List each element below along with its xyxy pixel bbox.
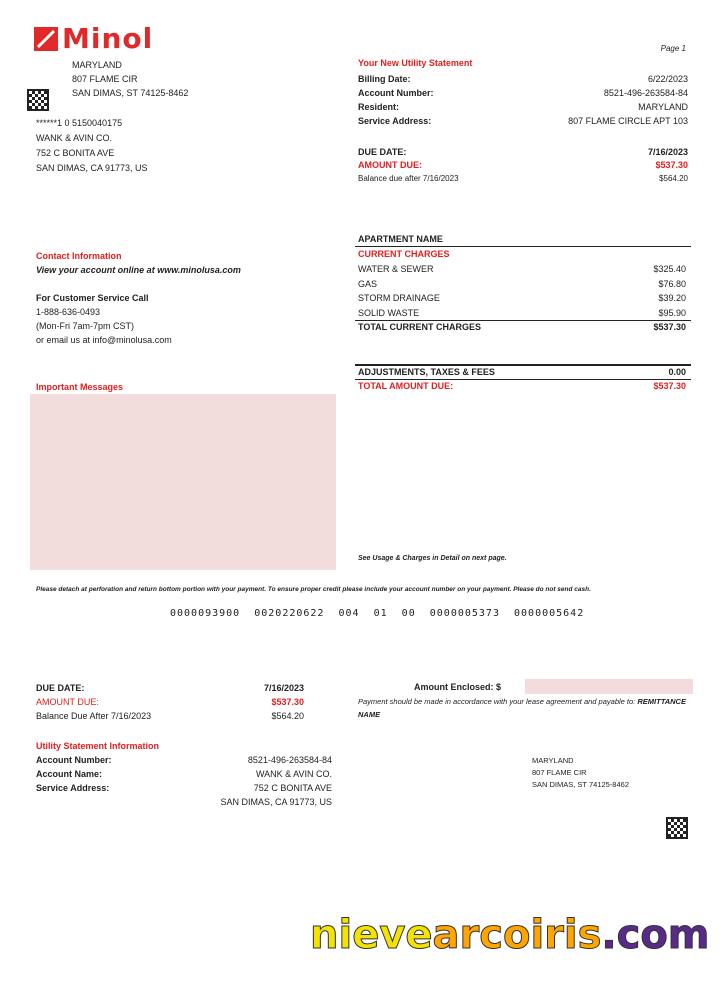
- sender-address: [72, 58, 188, 100]
- qr-code-icon: [27, 89, 49, 111]
- charge-label: SOLID WASTE: [358, 307, 420, 318]
- online-account-text: View your account online at www.minolusa.com: [36, 265, 241, 275]
- charge-row: [358, 291, 686, 306]
- billing-date-value: 6/22/2023: [647, 74, 688, 84]
- billing-date-label: Billing Date:: [358, 74, 411, 84]
- watermark-part: nieve: [310, 912, 433, 958]
- watermark-part: arcoiris: [432, 912, 602, 958]
- charge-amount: $76.80: [658, 278, 686, 289]
- perforation-note: Please detach at perforation and return bottom portion with your payment. To ensure proper credit please include your account number on your payment. Please do not send cash.: [36, 586, 591, 593]
- contact-section: [36, 249, 241, 347]
- total-current-row: [358, 322, 686, 332]
- charge-label: GAS: [358, 278, 378, 289]
- important-messages-box: [30, 394, 336, 570]
- customer-service-heading: For Customer Service Call: [36, 293, 149, 303]
- charge-label: WATER & SEWER: [358, 264, 434, 274]
- adjustments-label: ADJUSTMENTS, TAXES & FEES: [358, 367, 495, 377]
- resident-value: MARYLAND: [638, 102, 688, 112]
- statement-heading: Your New Utility Statement: [358, 58, 473, 68]
- due-summary: [358, 146, 688, 185]
- charge-amount: $39.20: [658, 293, 686, 303]
- qr-code-icon: [666, 817, 688, 839]
- divider: [355, 246, 691, 247]
- sender-line: SAN DIMAS, ST 74125-8462: [72, 88, 189, 98]
- charge-amount: $325.40: [653, 264, 686, 274]
- service-hours: (Mon-Fri 7am-7pm CST): [36, 321, 135, 331]
- amount-due-label: AMOUNT DUE:: [358, 160, 422, 170]
- return-line: MARYLAND: [532, 756, 574, 765]
- scanline: 0000093900 0020220622 004 01 00 0000005373 0000005642: [170, 608, 585, 619]
- remit-amount-due-value: $537.30: [271, 697, 304, 707]
- remit-account-name-label: Account Name:: [36, 769, 103, 779]
- watermark: [310, 912, 709, 958]
- remit-balance-after-value: $564.20: [271, 711, 304, 721]
- divider: [355, 364, 691, 366]
- recipient-line: WANK & AVIN CO.: [36, 133, 113, 143]
- recipient-line: SAN DIMAS, CA 91773, US: [36, 163, 148, 173]
- return-line: SAN DIMAS, ST 74125-8462: [532, 780, 629, 789]
- charge-row: [358, 277, 686, 292]
- utility-statement-info: [36, 739, 332, 809]
- apartment-name: APARTMENT NAME: [358, 234, 443, 244]
- charge-row: [358, 306, 686, 321]
- service-address-label: Service Address:: [358, 116, 432, 126]
- page-number: Page 1: [660, 44, 686, 53]
- charge-row: [358, 262, 686, 277]
- current-charges-heading: CURRENT CHARGES: [358, 249, 450, 259]
- amount-due-value: $537.30: [655, 160, 688, 170]
- return-line: 807 FLAME CIR: [532, 768, 587, 777]
- divider: [355, 320, 691, 321]
- recipient-line: 752 C BONITA AVE: [36, 148, 115, 158]
- remittance-name: REMITTANCE NAME: [358, 697, 686, 719]
- statement-details: [358, 72, 688, 128]
- brand-logo: [34, 22, 153, 55]
- sender-line: MARYLAND: [72, 60, 122, 70]
- contact-heading: Contact Information: [36, 251, 122, 261]
- sender-line: 807 FLAME CIR: [72, 74, 138, 84]
- brand-logo-text: Minol: [62, 22, 154, 55]
- remit-amount-due-label: AMOUNT DUE:: [36, 697, 99, 707]
- payment-note: [358, 695, 688, 721]
- remit-due-date-label: DUE DATE:: [36, 683, 85, 693]
- charge-label: STORM DRAINAGE: [358, 293, 440, 303]
- due-date-value: 7/16/2023: [647, 147, 688, 157]
- remit-service-address-line: SAN DIMAS, CA 91773, US: [220, 797, 332, 807]
- charge-amount: $95.90: [658, 307, 686, 318]
- total-due-label: TOTAL AMOUNT DUE:: [358, 381, 454, 391]
- balance-after-label: Balance due after 7/16/2023: [358, 174, 459, 183]
- minol-logo-icon: [34, 27, 58, 51]
- remit-account-name-value: WANK & AVIN CO.: [255, 769, 332, 779]
- adjustments-row: [358, 367, 686, 377]
- balance-after-value: $564.20: [659, 174, 688, 183]
- resident-label: Resident:: [358, 102, 400, 112]
- watermark-part: .com: [601, 912, 710, 958]
- mail-code-line: ******1 0 5150040175: [36, 118, 123, 128]
- total-current-label: TOTAL CURRENT CHARGES: [358, 322, 482, 332]
- amount-enclosed-label: Amount Enclosed: $: [414, 682, 502, 692]
- remit-account-number-label: Account Number:: [36, 755, 112, 765]
- remit-balance-after-label: Balance Due After 7/16/2023: [36, 711, 152, 721]
- account-number-label: Account Number:: [358, 88, 434, 98]
- service-address-value: 807 FLAME CIRCLE APT 103: [568, 116, 688, 126]
- divider: [355, 379, 691, 380]
- adjustments-value: 0.00: [668, 367, 686, 377]
- account-number-value: 8521-496-263584-84: [603, 88, 688, 98]
- due-date-label: DUE DATE:: [358, 147, 407, 157]
- remit-due-summary: [36, 681, 304, 723]
- total-current-value: $537.30: [653, 322, 686, 332]
- remit-account-number-value: 8521-496-263584-84: [247, 755, 332, 765]
- charges-list: [358, 262, 686, 320]
- remit-service-address-label: Service Address:: [36, 783, 110, 793]
- recipient-address: [36, 116, 148, 176]
- important-messages-heading: Important Messages: [36, 382, 124, 392]
- total-due-row: [358, 381, 686, 391]
- return-address: [532, 755, 629, 791]
- utility-info-heading: Utility Statement Information: [36, 741, 160, 751]
- remit-service-address-line: 752 C BONITA AVE: [253, 783, 332, 793]
- email-text: or email us at info@minolusa.com: [36, 335, 172, 345]
- amount-enclosed-field[interactable]: [525, 679, 693, 694]
- payment-note-text: Payment should be made in accordance with your lease agreement and payable to:: [358, 697, 636, 706]
- phone-number: 1-888-636-0493: [36, 307, 101, 317]
- usage-note: See Usage & Charges in Detail on next page.: [358, 555, 507, 562]
- total-due-value: $537.30: [653, 381, 686, 391]
- remit-due-date-value: 7/16/2023: [263, 683, 304, 693]
